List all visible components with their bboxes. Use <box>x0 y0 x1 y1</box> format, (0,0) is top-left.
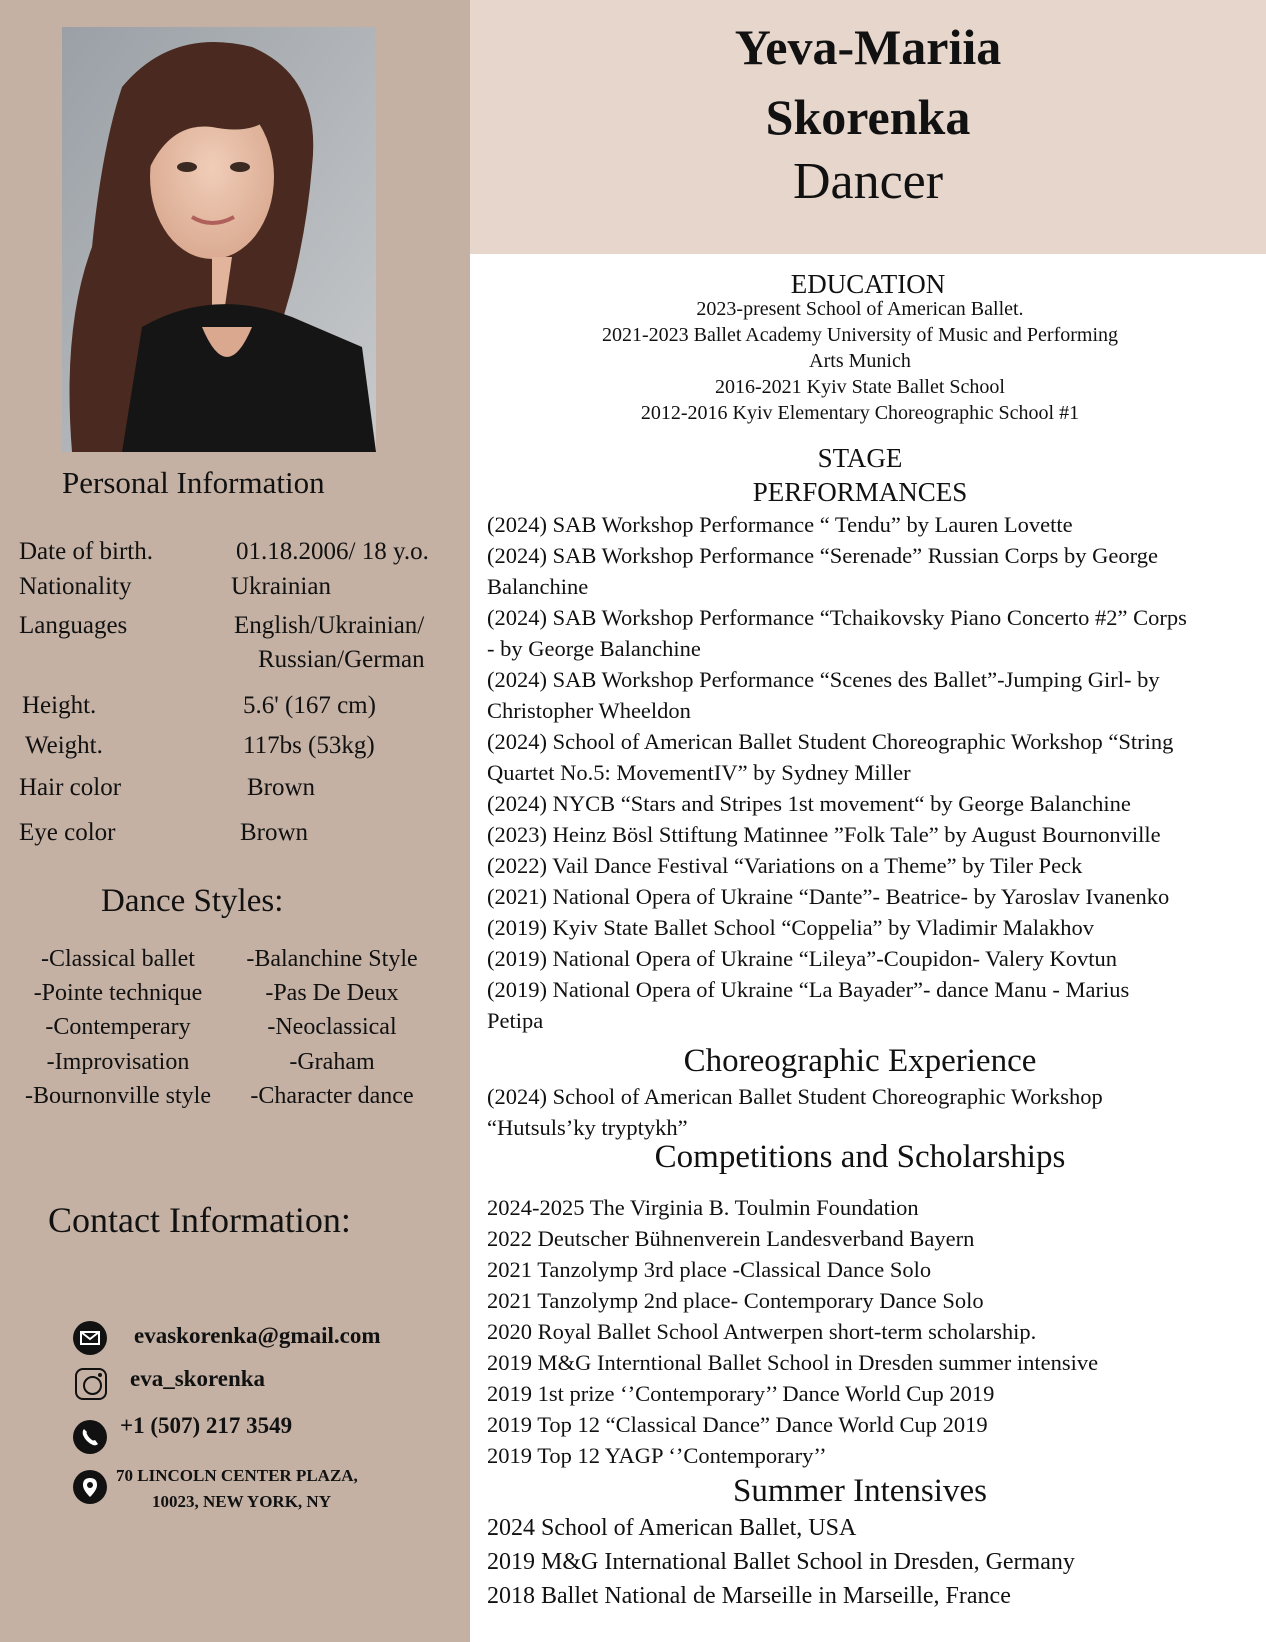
role-title: Dancer <box>792 153 944 210</box>
contact-heading: Contact Information: <box>48 1200 351 1240</box>
performances-heading-cont: PERFORMANCES <box>752 477 968 507</box>
performance-line: (2024) School of American Ballet Student Choreographic Workshop “String <box>487 729 1174 754</box>
eye-color-value: Brown <box>240 819 309 846</box>
instagram-handle[interactable]: eva_skorenka <box>130 1366 266 1391</box>
mail-icon <box>73 1321 107 1355</box>
languages-value: English/Ukrainian/ <box>234 612 425 639</box>
style-item: -Improvisation <box>46 1049 190 1075</box>
location-pin-icon <box>73 1470 107 1504</box>
competition-line: 2019 1st prize ‘’Contemporary’’ Dance World Cup 2019 <box>487 1381 995 1406</box>
performance-line: (2022) Vail Dance Festival “Variations on a Theme” by Tiler Peck <box>487 853 1083 878</box>
performance-line: Balanchine <box>487 574 589 599</box>
summer-heading: Summer Intensives <box>733 1473 987 1509</box>
choreographic-line: (2024) School of American Ballet Student Choreographic Workshop <box>487 1084 1103 1109</box>
style-item: -Balanchine Style <box>246 946 418 972</box>
nationality-label: Nationality <box>19 573 132 600</box>
performance-line: (2024) SAB Workshop Performance “ Tendu” by Lauren Lovette <box>487 512 1073 537</box>
hair-color-label: Hair color <box>19 774 122 801</box>
performance-line: (2021) National Opera of Ukraine “Dante”- Beatrice- by Yaroslav Ivanenko <box>487 884 1170 909</box>
eye-color-label: Eye color <box>19 819 116 846</box>
summer-line: 2019 M&G International Ballet School in Dresden, Germany <box>487 1549 1075 1575</box>
choreographic-heading: Choreographic Experience <box>683 1043 1037 1079</box>
competition-line: 2020 Royal Ballet School Antwerpen short-term scholarship. <box>487 1319 1037 1344</box>
hair-color-value: Brown <box>247 774 316 801</box>
competition-line: 2021 Tanzolymp 2nd place- Contemporary Dance Solo <box>487 1288 984 1313</box>
education-line: 2012-2016 Kyiv Elementary Choreographic School #1 <box>640 402 1080 424</box>
height-value: 5.6' (167 cm) <box>243 692 376 719</box>
height-label: Height. <box>22 692 97 719</box>
name-last: Skorenka <box>765 89 971 145</box>
profile-photo <box>62 27 376 452</box>
style-item: -Character dance <box>250 1083 414 1109</box>
performance-line: (2019) Kyiv State Ballet School “Coppelia” by Vladimir Malakhov <box>487 915 1094 940</box>
style-item: -Neoclassical <box>267 1014 397 1040</box>
style-item: -Graham <box>289 1049 375 1075</box>
phone-number[interactable]: +1 (507) 217 3549 <box>120 1413 293 1438</box>
competition-line: 2019 Top 12 “Classical Dance” Dance World Cup 2019 <box>487 1412 988 1437</box>
performance-line: (2024) SAB Workshop Performance “Tchaikovsky Piano Concerto #2” Corps <box>487 605 1187 630</box>
style-item: -Bournonville style <box>25 1083 211 1109</box>
style-item: -Pas De Deux <box>265 980 399 1006</box>
dob-value: 01.18.2006/ 18 y.o. <box>236 538 429 565</box>
competitions-heading: Competitions and Scholarships <box>654 1139 1066 1175</box>
summer-line: 2018 Ballet National de Marseille in Marseille, France <box>487 1583 1011 1609</box>
style-item: -Contemperary <box>45 1014 191 1040</box>
performance-line: (2023) Heinz Bösl Sttiftung Matinnee ”Folk Tale” by August Bournonville <box>487 822 1161 847</box>
instagram-icon <box>75 1368 107 1400</box>
summer-line: 2024 School of American Ballet, USA <box>487 1515 857 1541</box>
phone-icon <box>73 1420 107 1454</box>
competition-line: 2024-2025 The Virginia B. Toulmin Foundation <box>487 1195 919 1220</box>
competition-line: 2019 M&G Interntional Ballet School in Dresden summer intensive <box>487 1350 1099 1375</box>
competition-line: 2022 Deutscher Bühnenverein Landesverband Bayern <box>487 1226 975 1251</box>
performance-line: Petipa <box>487 1008 544 1033</box>
performance-line: (2024) SAB Workshop Performance “Scenes des Ballet”-Jumping Girl- by <box>487 667 1160 692</box>
performance-line: (2019) National Opera of Ukraine “Lileya”-Coupidon- Valery Kovtun <box>487 946 1118 971</box>
education-line: Arts Munich <box>809 350 911 372</box>
email-link[interactable]: evaskorenka@gmail.com <box>134 1323 381 1348</box>
performance-line: Quartet No.5: MovementIV” by Sydney Miller <box>487 760 911 785</box>
performances-heading: STAGE <box>817 443 903 473</box>
dob-label: Date of birth. <box>19 538 153 565</box>
education-line: 2023-present School of American Ballet. <box>696 298 1024 320</box>
performance-line: (2024) SAB Workshop Performance “Serenade” Russian Corps by George <box>487 543 1158 568</box>
languages-value-cont: Russian/German <box>258 646 425 673</box>
education-line: 2021-2023 Ballet Academy University of Music and Performing <box>601 324 1118 346</box>
personal-info-heading: Personal Information <box>62 465 325 500</box>
choreographic-line: “Hutsuls’ky tryptykh” <box>487 1115 688 1140</box>
style-item: -Pointe technique <box>33 980 203 1006</box>
weight-value: 117bs (53kg) <box>243 732 375 759</box>
performance-line: (2019) National Opera of Ukraine “La Bayader”- dance Manu - Marius <box>487 977 1130 1002</box>
performance-line: (2024) NYCB “Stars and Stripes 1st movement“ by George Balanchine <box>487 791 1131 816</box>
nationality-value: Ukrainian <box>231 573 331 600</box>
performance-line: - by George Balanchine <box>487 636 701 661</box>
name-first: Yeva-Mariia <box>734 19 1002 75</box>
performance-line: Christopher Wheeldon <box>487 698 691 723</box>
address-line1: 70 LINCOLN CENTER PLAZA, <box>116 1466 358 1485</box>
languages-label: Languages <box>19 612 128 639</box>
education-heading: EDUCATION <box>790 269 946 299</box>
dance-styles-heading: Dance Styles: <box>101 883 284 919</box>
education-line: 2016-2021 Kyiv State Ballet School <box>715 376 1005 398</box>
address-line2: 10023, NEW YORK, NY <box>152 1492 331 1511</box>
competition-line: 2021 Tanzolymp 3rd place -Classical Dance Solo <box>487 1257 932 1282</box>
style-item: -Classical ballet <box>41 946 195 972</box>
competition-line: 2019 Top 12 YAGP ‘’Contemporary’’ <box>487 1443 827 1468</box>
weight-label: Weight. <box>25 732 103 759</box>
